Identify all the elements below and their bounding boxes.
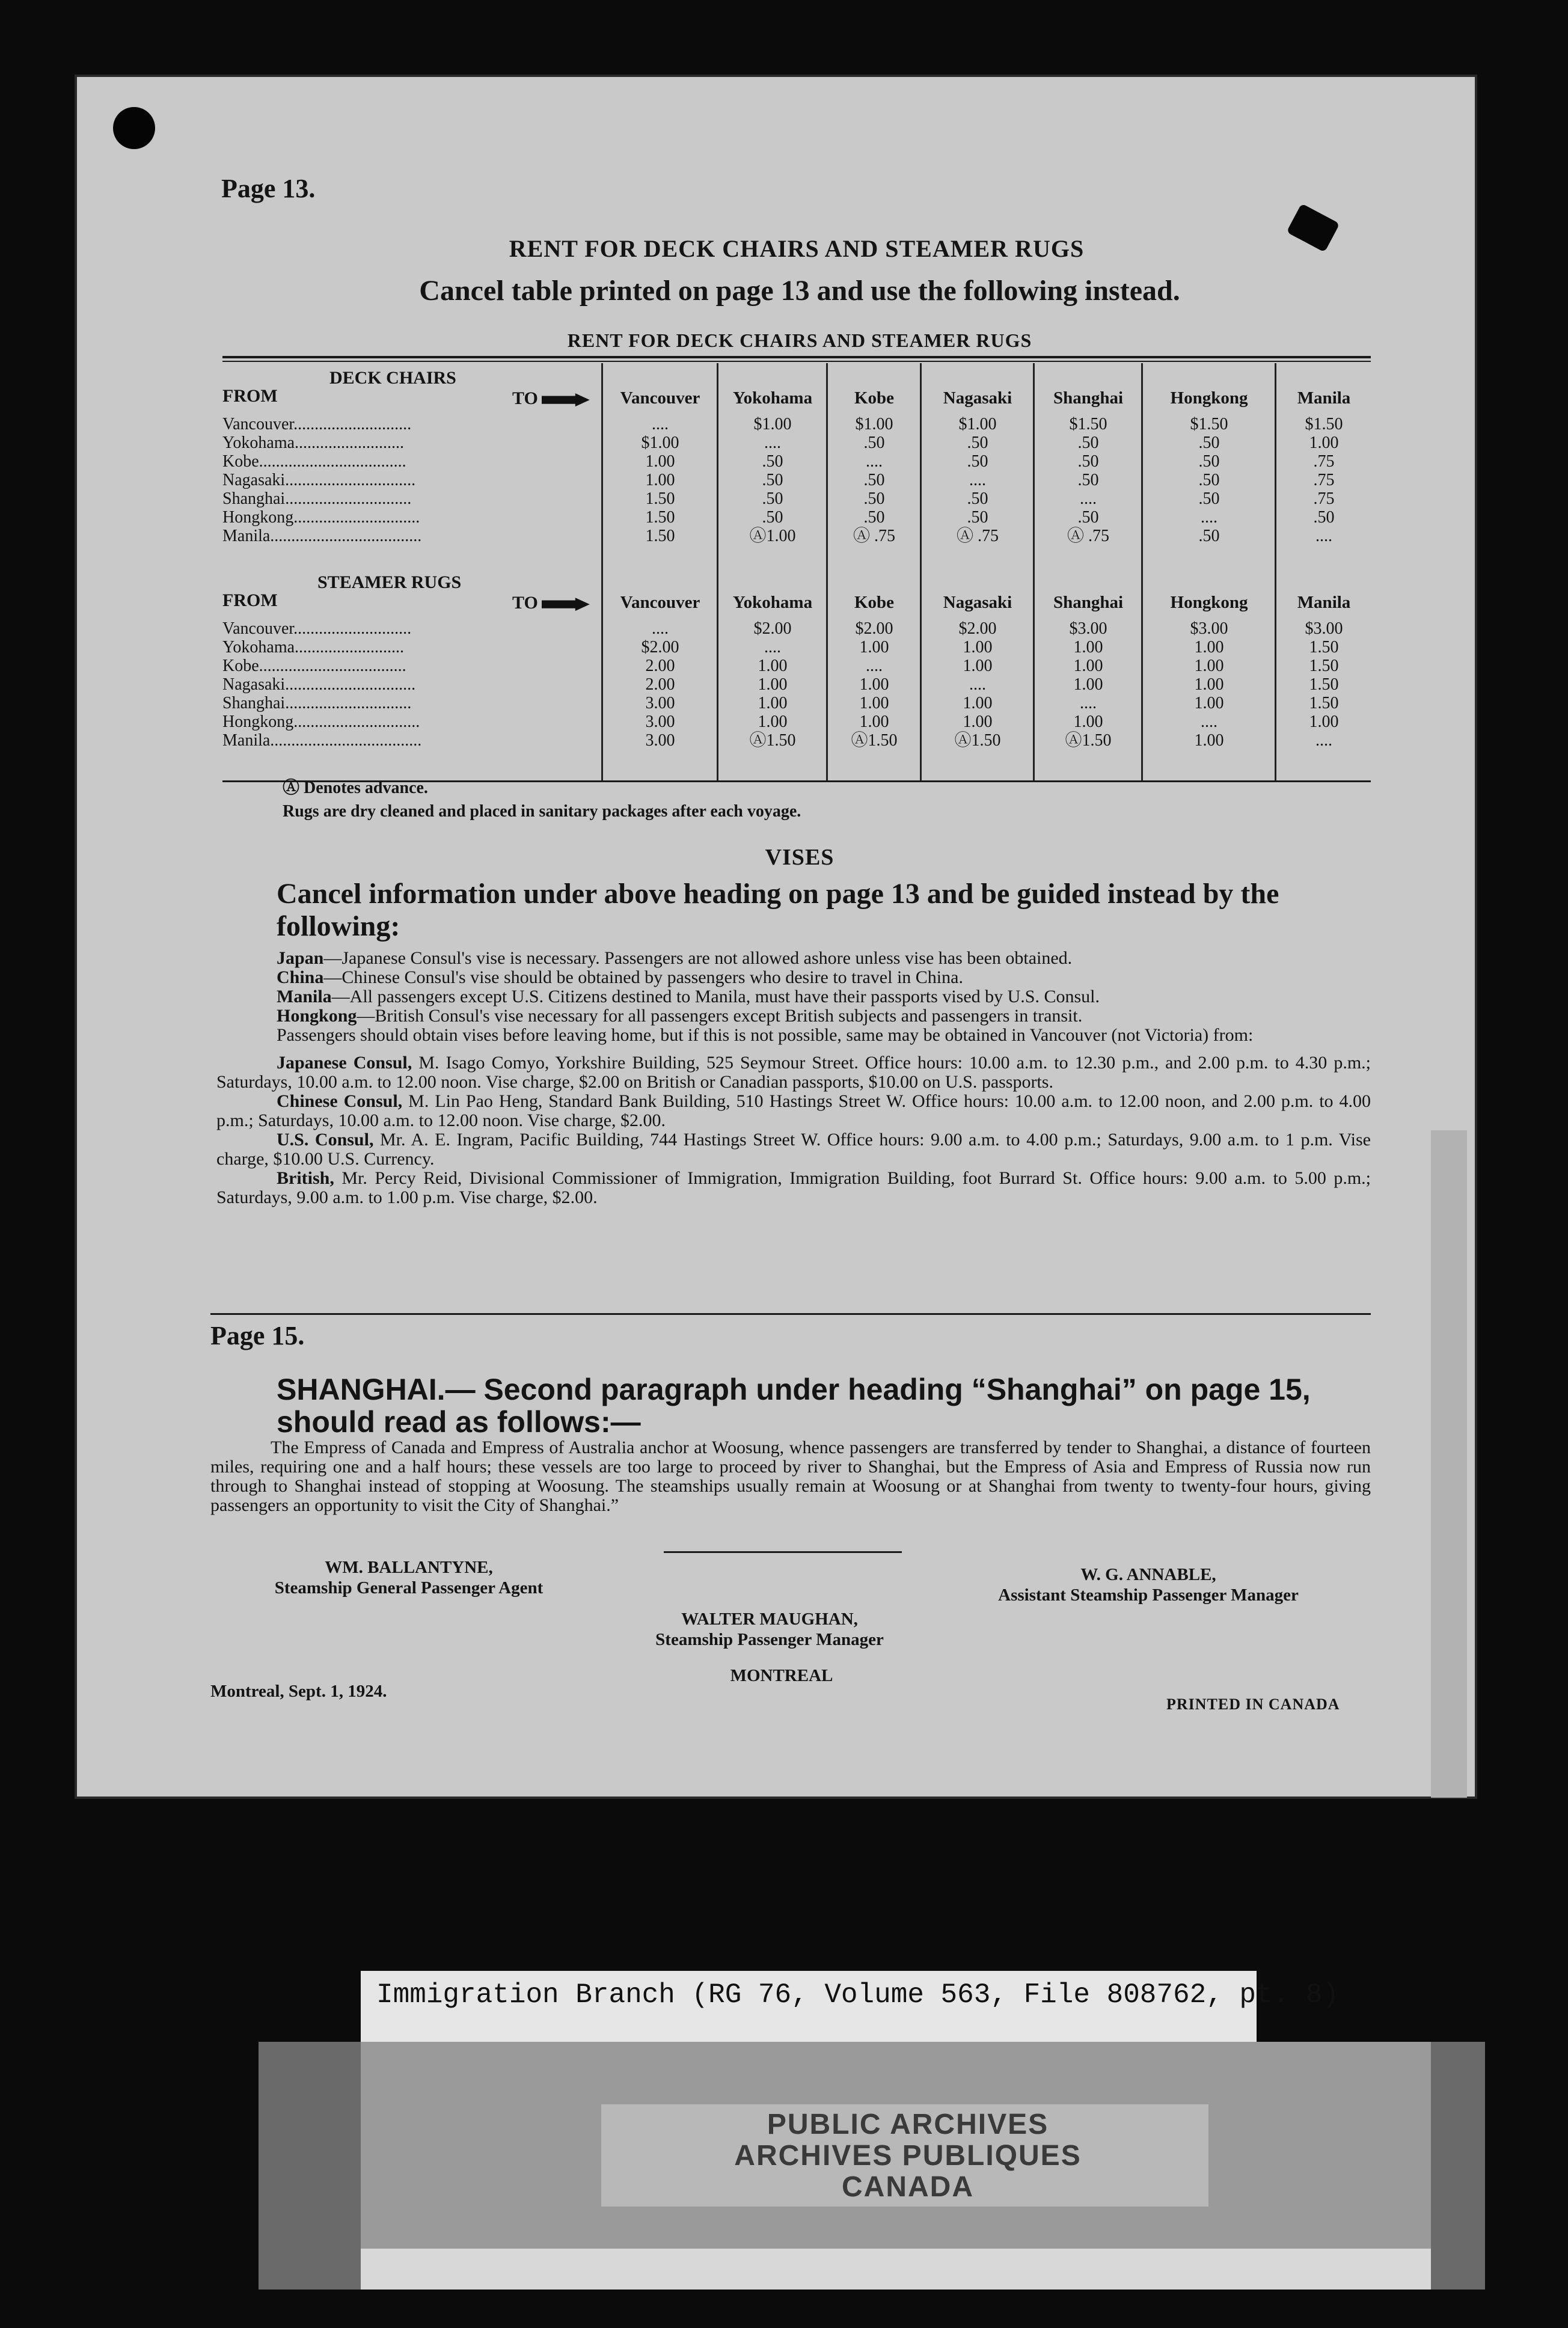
vise-text: —All passengers except U.S. Citizens destined to Manila, must have their passports vised by U.S. Consul. [331, 987, 1100, 1006]
consul-name: British, [277, 1168, 334, 1188]
rate-column [604, 619, 717, 750]
deck-chairs-section-label: DECK CHAIRS [329, 368, 456, 388]
steamer-rugs-section-label: STEAMER RUGS [317, 572, 462, 592]
rate-column [828, 619, 920, 750]
consul-chinese [216, 1092, 1371, 1130]
consul-name: U.S. Consul, [277, 1130, 374, 1150]
signatory-title: Steamship General Passenger Agent [274, 1578, 544, 1597]
rate-cell: .50 [863, 489, 885, 508]
signature-center [601, 1609, 938, 1650]
destination-column-header: Manila [1297, 593, 1351, 612]
origin-port: Shanghai.............................. [222, 694, 412, 712]
destination-column-header: Kobe [854, 388, 895, 408]
rate-cell: .50 [1198, 452, 1220, 471]
col-divider [1275, 363, 1276, 780]
archive-reference: Immigration Branch (RG 76, Volume 563, File 808762, pt. 8) [376, 1979, 1340, 2011]
origin-port: Vancouver............................ [222, 619, 412, 638]
rate-cell: 1.00 [1194, 675, 1224, 694]
signature-rule [664, 1551, 902, 1553]
rate-cell: .50 [1198, 471, 1220, 489]
consul-name: Japanese Consul, [277, 1053, 412, 1073]
rate-cell: 1.00 [1194, 638, 1224, 657]
vises-obtain-note: Passengers should obtain vises before leaving home, but if this is not possible, same may be obtained in Vancouver (not Victoria) from: [277, 1025, 1254, 1045]
rate-cell: Ⓐ1.50 [851, 731, 898, 750]
rate-cell: .... [1201, 508, 1217, 527]
rate-cell: .50 [762, 471, 783, 489]
vises-body [216, 949, 1371, 1207]
rate-column [1035, 619, 1141, 750]
rate-column [828, 415, 920, 545]
rate-column [1277, 619, 1371, 750]
signature-right [920, 1564, 1377, 1605]
rate-cell: Ⓐ .75 [1067, 527, 1109, 545]
rate-cell: $2.00 [855, 619, 893, 638]
rate-cell: .50 [1198, 489, 1220, 508]
rate-cell: .75 [1313, 471, 1335, 489]
origin-port: Manila.................................... [222, 731, 422, 750]
punch-hole [113, 107, 155, 149]
vise-country: Japan [277, 948, 324, 968]
rate-cell: $2.00 [753, 619, 792, 638]
rate-cell: .... [1201, 712, 1217, 731]
table-title: RENT FOR DECK CHAIRS AND STEAMER RUGS [567, 329, 1032, 351]
rate-cell: 1.00 [1194, 694, 1224, 712]
rate-cell: Ⓐ .75 [853, 527, 895, 545]
rate-cell: .50 [863, 433, 885, 452]
signatory-title: Assistant Steamship Passenger Manager [998, 1585, 1299, 1605]
vise-country: Manila [277, 987, 332, 1006]
rate-column [604, 415, 717, 545]
advance-note: Ⓐ Denotes advance. [283, 779, 428, 797]
rate-cell: 1.00 [963, 712, 993, 731]
printed-in-canada: PRINTED IN CANADA [1166, 1695, 1340, 1713]
rate-cell: .50 [1198, 433, 1220, 452]
origin-port: Kobe................................... [222, 452, 406, 471]
deck-chairs-heading: RENT FOR DECK CHAIRS AND STEAMER RUGS [509, 235, 1085, 262]
origin-port: Yokohama.......................... [222, 638, 405, 657]
rate-column [1144, 415, 1275, 545]
rate-cell: .75 [1313, 452, 1335, 471]
destination-column-header: Kobe [854, 593, 895, 612]
rate-cell: .50 [762, 452, 783, 471]
table-top-rule-thin [222, 361, 1371, 362]
rate-cell: .... [652, 619, 669, 638]
rate-cell: 1.00 [1194, 731, 1224, 750]
rate-cell: 1.00 [963, 638, 993, 657]
destination-column-header: Nagasaki [943, 593, 1012, 612]
rate-cell: 1.00 [1073, 657, 1103, 675]
vise-manila [216, 987, 1371, 1006]
steamer-rugs-to-label [512, 593, 590, 613]
origin-port: Nagasaki............................... [222, 675, 416, 694]
signatory-name: W. G. ANNABLE, [1080, 1565, 1216, 1584]
col-divider [717, 363, 718, 780]
rate-cell: 1.50 [645, 508, 675, 527]
vise-country: China [277, 967, 324, 987]
destination-column-header: Yokohama [732, 593, 813, 612]
cancel-table-note: Cancel table printed on page 13 and use the following instead. [419, 275, 1180, 307]
rate-cell: 1.00 [963, 657, 993, 675]
steamer-rugs-origin-list [222, 619, 595, 750]
consul-name: Chinese Consul, [277, 1091, 403, 1111]
rate-cell: 1.50 [1309, 638, 1339, 657]
rate-cell: Ⓐ1.50 [749, 731, 796, 750]
pointing-hand-icon [542, 393, 590, 406]
col-divider [826, 363, 828, 780]
rate-cell: $1.00 [958, 415, 997, 433]
destination-column-header: Shanghai [1053, 593, 1124, 612]
stamp-line: ARCHIVES PUBLIQUES [734, 2140, 1082, 2172]
rate-cell: .... [1080, 489, 1097, 508]
stamp-line: PUBLIC ARCHIVES [767, 2109, 1049, 2140]
date-line: Montreal, Sept. 1, 1924. [210, 1682, 387, 1701]
rate-cell: 1.00 [758, 675, 788, 694]
deck-chairs-to-label [512, 388, 590, 409]
destination-column-header: Yokohama [732, 388, 813, 408]
sheet-fold-shadow [1431, 1130, 1467, 1798]
rate-cell: .... [969, 471, 986, 489]
city-line: MONTREAL [730, 1666, 833, 1685]
rate-column [922, 415, 1033, 545]
origin-port: Yokohama.......................... [222, 433, 405, 452]
rate-column [1035, 415, 1141, 545]
origin-port: Vancouver............................ [222, 415, 412, 433]
rate-column [719, 619, 826, 750]
rate-cell: .50 [967, 489, 988, 508]
rate-cell: 1.00 [859, 712, 889, 731]
rate-cell: Ⓐ1.00 [749, 527, 796, 545]
stamp-line: CANADA [842, 2171, 974, 2203]
rate-cell: 1.50 [645, 527, 675, 545]
rate-cell: $3.00 [1305, 619, 1343, 638]
rate-cell: .50 [967, 433, 988, 452]
origin-port: Shanghai.............................. [222, 489, 412, 508]
signatory-title: Steamship Passenger Manager [655, 1630, 884, 1649]
rate-cell: $3.00 [1069, 619, 1107, 638]
rate-cell: .... [652, 415, 669, 433]
rate-column [1144, 619, 1275, 750]
archive-bottom-band [361, 2249, 1431, 2290]
rate-cell: $1.50 [1069, 415, 1107, 433]
destination-column-header: Manila [1297, 388, 1351, 408]
rate-cell: .50 [967, 508, 988, 527]
rate-cell: .... [764, 433, 781, 452]
rate-cell: .50 [1077, 471, 1099, 489]
rate-cell: 1.00 [645, 452, 675, 471]
destination-column-header: Hongkong [1170, 388, 1248, 408]
rate-cell: $2.00 [641, 638, 679, 657]
rate-cell: $3.00 [1190, 619, 1228, 638]
origin-port: Hongkong.............................. [222, 712, 420, 731]
table-top-rule [222, 356, 1371, 358]
rate-cell: .50 [762, 489, 783, 508]
rate-column [922, 619, 1033, 750]
rate-cell: 1.00 [758, 712, 788, 731]
consul-details: M. Lin Pao Heng, Standard Bank Building, 510 Hastings Street W. Office hours: 10.00 a.m. to 12.00 noon, and 2.00 p.m. to 4.00 p.m.; Saturdays, 10.00 a.m. to 12.00 noon. Vise charge, $2.00. [216, 1091, 1371, 1130]
consul-us [216, 1130, 1371, 1169]
consul-details: Mr. A. E. Ingram, Pacific Building, 744 Hastings Street W. Office hours: 9.00 a.m. to 4.00 p.m.; Saturdays, 9.00 a.m. to 1 p.m. Vise charge, $10.00 U.S. Currency. [216, 1130, 1371, 1169]
destination-column-header: Nagasaki [943, 388, 1012, 408]
rate-column [719, 415, 826, 545]
rate-cell: 1.00 [859, 675, 889, 694]
consul-japanese [216, 1053, 1371, 1092]
signature-left [210, 1557, 607, 1598]
rate-cell: $1.00 [855, 415, 893, 433]
rate-cell: $1.00 [641, 433, 679, 452]
rate-cell: Ⓐ1.50 [1065, 731, 1112, 750]
origin-port: Manila.................................... [222, 527, 422, 545]
page-15-label: Page 15. [210, 1321, 305, 1350]
col-divider [601, 363, 603, 780]
vise-text: —British Consul's vise necessary for all passengers except British subjects and passengers in transit. [357, 1006, 1083, 1026]
rate-cell: 2.00 [645, 675, 675, 694]
vises-cancel-note: Cancel information under above heading on page 13 and be guided instead by the following: [277, 878, 1279, 942]
consul-details: Mr. Percy Reid, Divisional Commissioner of Immigration, Immigration Building, foot Burrard St. Office hours: 9.00 a.m. to 5.00 p.m.; Saturdays, 9.00 a.m. to 1.00 p.m. Vise charge, $2.00. [216, 1168, 1371, 1207]
rate-cell: .... [1080, 694, 1097, 712]
rate-cell: 3.00 [645, 731, 675, 750]
col-divider [920, 363, 922, 780]
rate-cell: 2.00 [645, 657, 675, 675]
rate-column [1277, 415, 1371, 545]
rate-cell: 1.00 [758, 657, 788, 675]
rate-cell: 3.00 [645, 712, 675, 731]
rate-cell: .50 [1198, 527, 1220, 545]
origin-port: Nagasaki............................... [222, 471, 416, 489]
rate-cell: 1.50 [1309, 675, 1339, 694]
rate-cell: .... [1315, 527, 1332, 545]
rate-cell: .... [969, 675, 986, 694]
rate-cell: 1.00 [963, 694, 993, 712]
vise-japan [216, 949, 1371, 968]
rate-cell: .50 [863, 508, 885, 527]
vise-hongkong [216, 1006, 1371, 1026]
rate-cell: 3.00 [645, 694, 675, 712]
rate-cell: 1.00 [1309, 433, 1339, 452]
rate-cell: 1.50 [1309, 657, 1339, 675]
rate-cell: 1.50 [645, 489, 675, 508]
rate-cell: .... [764, 638, 781, 657]
rate-cell: 1.00 [1194, 657, 1224, 675]
rate-cell: 1.00 [1073, 712, 1103, 731]
vise-text: —Japanese Consul's vise is necessary. Passengers are not allowed ashore unless vise has been obtained. [323, 948, 1073, 968]
to-text: TO [512, 388, 538, 408]
page-13-label: Page 13. [221, 174, 316, 203]
rate-cell: .50 [762, 508, 783, 527]
section-divider [210, 1313, 1371, 1315]
consul-details: M. Isago Comyo, Yorkshire Building, 525 Seymour Street. Office hours: 10.00 a.m. to 12.30 p.m., and 2.00 p.m. to 4.30 p.m.; Saturdays, 10.00 a.m. to 12.00 noon. Vise charge, $2.00 on British or Canadian passports, $10.00 on U.S. passports. [216, 1053, 1371, 1092]
rate-cell: $1.50 [1305, 415, 1343, 433]
rate-cell: $1.50 [1190, 415, 1228, 433]
rate-cell: .50 [1077, 433, 1099, 452]
rate-cell: 1.00 [859, 694, 889, 712]
rate-cell: .... [866, 452, 883, 471]
rate-cell: .50 [1077, 508, 1099, 527]
origin-port: Hongkong.............................. [222, 508, 420, 527]
destination-column-header: Hongkong [1170, 593, 1248, 612]
consul-british [216, 1169, 1371, 1207]
rate-cell: 1.00 [1073, 675, 1103, 694]
vise-china [216, 968, 1371, 987]
rate-cell: 1.00 [645, 471, 675, 489]
shanghai-paragraph: The Empress of Canada and Empress of Australia anchor at Woosung, whence passengers are transferred by tender to Shanghai, a distance of fourteen miles, requiring one and a half hours; these vessels are too large to proceed by river to Shanghai, but the Empress of Asia and Empress of Russia now run through to Shanghai instead of stopping at Woosung. The steamships usually remain at Woosung or at Shanghai from twenty to twenty-four hours, giving passengers an opportunity to visit the City of Shanghai.” [210, 1438, 1371, 1515]
steamer-rugs-from-label: FROM [222, 590, 278, 610]
destination-column-header: Shanghai [1053, 388, 1124, 408]
rate-cell: $1.00 [753, 415, 792, 433]
rate-cell: 1.50 [1309, 694, 1339, 712]
vise-text: —Chinese Consul's vise should be obtained by passengers who desire to travel in China. [323, 967, 963, 987]
rate-cell: .... [1315, 731, 1332, 750]
signatory-name: WM. BALLANTYNE, [325, 1558, 493, 1577]
rate-cell: $2.00 [958, 619, 997, 638]
rate-cell: 1.00 [758, 694, 788, 712]
destination-column-header: Vancouver [620, 388, 700, 408]
rate-cell: Ⓐ .75 [956, 527, 999, 545]
deck-chairs-origin-list [222, 415, 595, 545]
col-divider [1141, 363, 1143, 780]
rate-cell: .50 [863, 471, 885, 489]
deck-chairs-from-label: FROM [222, 386, 278, 406]
vises-heading: VISES [765, 845, 835, 870]
origin-port: Kobe................................... [222, 657, 406, 675]
vise-country: Hongkong [277, 1006, 357, 1026]
rate-cell: Ⓐ1.50 [954, 731, 1001, 750]
rate-cell: .... [866, 657, 883, 675]
rate-cell: .75 [1313, 489, 1335, 508]
to-text: TO [512, 593, 538, 613]
rate-cell: .50 [967, 452, 988, 471]
public-archives-stamp [619, 2109, 1196, 2203]
rate-cell: .50 [1077, 452, 1099, 471]
rugs-note: Rugs are dry cleaned and placed in sanitary packages after each voyage. [283, 802, 801, 821]
shanghai-heading: SHANGHAI.— Second paragraph under heading “Shanghai” on page 15, should read as follows:— [277, 1373, 1311, 1439]
signatory-name: WALTER MAUGHAN, [681, 1610, 858, 1629]
rate-cell: 1.00 [1309, 712, 1339, 731]
rate-cell: 1.00 [859, 638, 889, 657]
rate-cell: 1.00 [1073, 638, 1103, 657]
col-divider [1033, 363, 1035, 780]
destination-column-header: Vancouver [620, 593, 700, 612]
rate-cell: .50 [1313, 508, 1335, 527]
pointing-hand-icon [542, 598, 590, 611]
